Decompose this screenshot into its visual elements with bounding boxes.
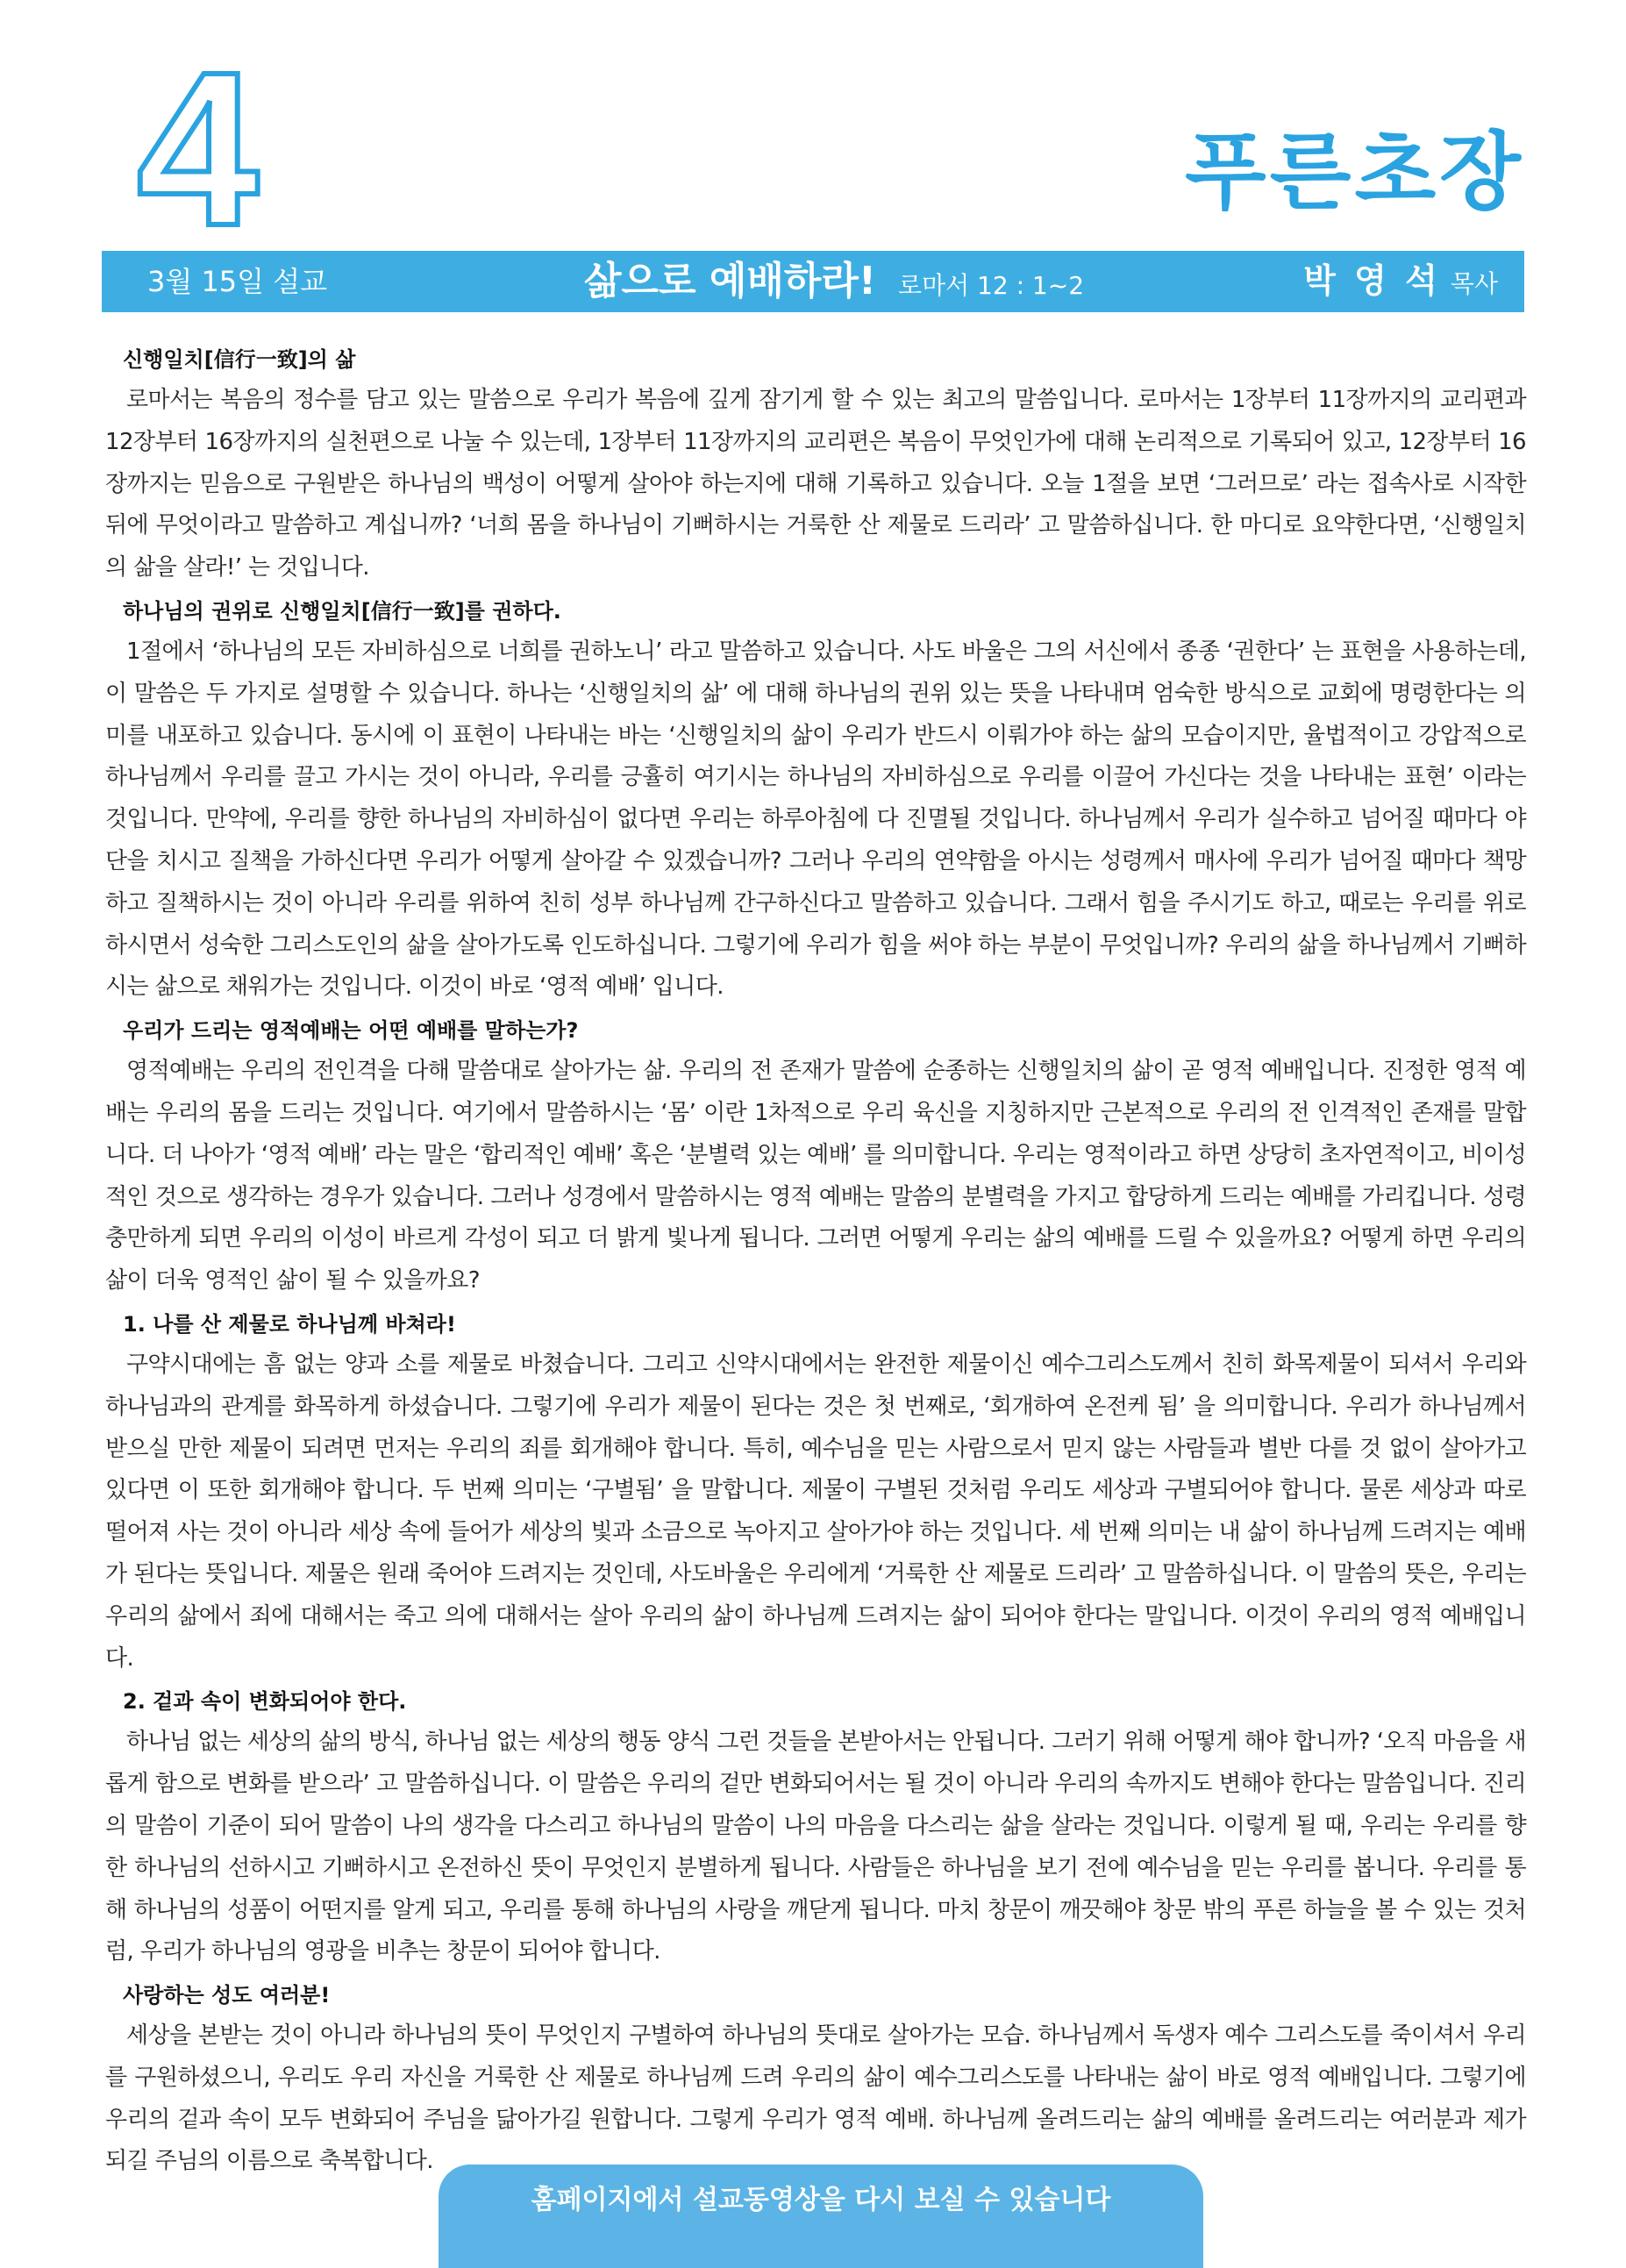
- page-number-glyph: [130, 49, 296, 233]
- section: [105, 1687, 1526, 1973]
- section-heading: 하나님의 권위로 신행일치[信行一致]를 권하다.: [123, 598, 561, 624]
- scripture-passage: 로마서 12 : 1~2: [898, 271, 1085, 300]
- sermon-banner: [102, 251, 1524, 312]
- section: [105, 1309, 1526, 1680]
- section-body: 구약시대에는 흠 없는 양과 소를 제물로 바쳤습니다. 그리고 신약시대에서는 완전한 제물이신 예수그리스도께서 친히 화목제물이 되셔서 우리와 하나님과의 관계를 화목하게 하셨습니다. 그렇기에 우리가 제물이 된다는 것은 첫 번째로, ‘회개하여 온전케 됨’ 을 의미합니다. 우리가 하나님께서 받으실 만한 제물이 되려면 먼저는 우리의 죄를 회개해야 합니다. 특히, 예수님을 믿는 사람으로서 믿지 않는 사람들과 별반 다를 것 없이 살아가고 있다면 이 또한 회개해야 합니다. 두 번째 의미는 ‘구별됨’ 을 말합니다. 제물이 구별된 것처럼 우리도 세상과 구별되어야 합니다. 물론 세상과 따로 떨어져 사는 것이 아니라 세상 속에 들어가 세상의 빛과 소금으로 녹아지고 살아가야 하는 것입니다. 세 번째 의미는 내 삶이 하나님께 드려지는 예배가 된다는 뜻입니다. 제물은 원래 죽어야 드려지는 것인데, 사도바울은 우리에게 ‘거룩한 산 제물로 드리라’ 고 말씀하십니다. 이 말씀의 뜻은, 우리는 우리의 삶에서 죄에 대해서는 죽고 의에 대해서는 살아 우리의 삶이 하나님께 드려지는 삶이 되어야 한다는 말입니다. 이것이 우리의 영적 예배입니다.: [105, 1351, 1526, 1672]
- section-body: 1절에서 ‘하나님의 모든 자비하심으로 너희를 권하노니’ 라고 말씀하고 있습니다. 사도 바울은 그의 서신에서 종종 ‘권한다’ 는 표현을 사용하는데, 이 말씀은 두 가지로 설명할 수 있습니다. 하나는 ‘신행일치의 삶’ 에 대해 하나님의 권위 있는 뜻을 나타내며 엄숙한 방식으로 교회에 명령한다는 의미를 내포하고 있습니다. 동시에 이 표현이 나타내는 바는 ‘신행일치의 삶이 우리가 반드시 이뤄가야 하는 삶의 모습이지만, 율법적이고 강압적으로 하나님께서 우리를 끌고 가시는 것이 아니라, 우리를 긍휼히 여기시는 하나님의 자비하심으로 우리를 이끌어 가신다는 것을 나타내는 표현’ 이라는 것입니다. 만약에, 우리를 향한 하나님의 자비하심이 없다면 우리는 하루아침에 다 진멸될 것입니다. 하나님께서 우리가 실수하고 넘어질 때마다 야단을 치시고 질책을 가하신다면 우리가 어떻게 살아갈 수 있겠습니까? 그러나 우리의 연약함을 아시는 성령께서 매사에 우리가 넘어질 때마다 책망하고 질책하시는 것이 아니라 우리를 위하여 친히 성부 하나님께 간구하신다고 말씀하고 있습니다. 그래서 힘을 주시기도 하고, 때로는 우리를 위로하시면서 성숙한 그리스도인의 삶을 살아가도록 인도하십니다. 그렇기에 우리가 힘을 써야 하는 부분이 무엇입니까? 우리의 삶을 하나님께서 기뻐하시는 삶으로 채워가는 것입니다. 이것이 바로 ‘영적 예배’ 입니다.: [105, 638, 1526, 1001]
- section-heading: 우리가 드리는 영적예배는 어떤 예배를 말하는가?: [123, 1018, 579, 1044]
- section-body: 하나님 없는 세상의 삶의 방식, 하나님 없는 세상의 행동 양식 그런 것들을 본받아서는 안됩니다. 그러기 위해 어떻게 해야 합니까? ‘오직 마음을 새롭게 함으로 변화를 받으라’ 고 말씀하십니다. 이 말씀은 우리의 겉만 변화되어서는 될 것이 아니라 우리의 속까지도 변해야 한다는 말씀입니다. 진리의 말씀이 기준이 되어 말씀이 나의 생각을 다스리고 하나님의 말씀이 나의 마음을 다스리는 삶을 살라는 것입니다. 이렇게 될 때, 우리는 우리를 향한 하나님의 선하시고 기뻐하시고 온전하신 뜻이 무엇인지 분별하게 됩니다. 사람들은 하나님을 보기 전에 예수님을 믿는 우리를 봅니다. 우리를 통해 하나님의 성품이 어떤지를 알게 되고, 우리를 통해 하나님의 사랑을 깨닫게 됩니다. 마치 창문이 깨끗해야 창문 밖의 푸른 하늘을 볼 수 있는 것처럼, 우리가 하나님의 영광을 비추는 창문이 되어야 합니다.: [105, 1729, 1526, 1965]
- section-heading: 신행일치[信行一致]의 삶: [123, 347, 356, 372]
- sermon-date: 3월 15일 설교: [147, 265, 328, 298]
- footer-notice: 홈페이지에서 설교동영상을 다시 보실 수 있습니다: [439, 2165, 1203, 2268]
- sermon-content: [105, 345, 1526, 2190]
- section-body: 로마서는 복음의 정수를 담고 있는 말씀으로 우리가 복음에 깊게 잠기게 할 수 있는 최고의 말씀입니다. 로마서는 1장부터 11장까지의 교리편과 12장부터 16장까지의 실천편으로 나눌 수 있는데, 1장부터 11장까지의 교리편은 복음이 무엇인가에 대해 논리적으로 기록되어 있고, 12장부터 16장까지는 믿음으로 구원받은 하나님의 백성이 어떻게 살아야 하는지에 대해 기록하고 있습니다. 오늘 1절을 보면 ‘그러므로’ 라는 접속사로 시작한 뒤에 무엇이라고 말씀하고 계십니까? ‘너희 몸을 하나님이 기뻐하시는 거룩한 산 제물로 드리라’ 고 말씀하십니다. 한 마디로 요약한다면, ‘신행일치의 삶을 살라!’ 는 것입니다.: [105, 387, 1526, 581]
- sermon-title-group: [584, 260, 1084, 308]
- preacher-role: 목사: [1450, 269, 1498, 298]
- sermon-title: 삶으로 예배하라!: [584, 259, 876, 303]
- svg-text:4: 4: [137, 49, 260, 233]
- preacher-group: [1303, 261, 1498, 300]
- section-heading: 1. 나를 산 제물로 하나님께 바쳐라!: [123, 1311, 456, 1337]
- section-body: 세상을 본받는 것이 아니라 하나님의 뜻이 무엇인지 구별하여 하나님의 뜻대로 살아가는 모습. 하나님께서 독생자 예수 그리스도를 죽이셔서 우리를 구원하셨으니, 우리도 우리 자신을 거룩한 산 제물로 하나님께 드려 우리의 삶이 예수그리스도를 나타내는 삶이 바로 영적 예배입니다. 그렇기에 우리의 겉과 속이 모두 변화되어 주님을 닮아가길 원합니다. 그렇게 우리가 영적 예배. 하나님께 올려드리는 삶의 예배를 올려드리는 여러분과 제가 되길 주님의 이름으로 축복합니다.: [105, 2022, 1526, 2175]
- brand-title: 푸른초장: [1185, 123, 1524, 221]
- preacher-name: 박 영 석: [1303, 261, 1441, 300]
- section: [105, 345, 1526, 589]
- page-number: [130, 49, 296, 233]
- section: [105, 1016, 1526, 1302]
- section: [105, 1980, 1526, 2183]
- section-heading: 2. 겉과 속이 변화되어야 한다.: [123, 1689, 407, 1715]
- section: [105, 596, 1526, 1009]
- section-body: 영적예배는 우리의 전인격을 다해 말씀대로 살아가는 삶. 우리의 전 존재가 말씀에 순종하는 신행일치의 삶이 곧 영적 예배입니다. 진정한 영적 예배는 우리의 몸을 드리는 것입니다. 여기에서 말씀하시는 ‘몸’ 이란 1차적으로 우리 육신을 지칭하지만 근본적으로 우리의 전 인격적인 존재를 말합니다. 더 나아가 ‘영적 예배’ 라는 말은 ‘합리적인 예배’ 혹은 ‘분별력 있는 예배’ 를 의미합니다. 우리는 영적이라고 하면 상당히 초자연적이고, 비이성적인 것으로 생각하는 경우가 있습니다. 그러나 성경에서 말씀하시는 영적 예배는 말씀의 분별력을 가지고 합당하게 드리는 예배를 가리킵니다. 성령 충만하게 되면 우리의 이성이 바르게 각성이 되고 더 밝게 빛나게 됩니다. 그러면 어떻게 우리는 삶의 예배를 드릴 수 있을까요? 어떻게 하면 우리의 삶이 더욱 영적인 삶이 될 수 있을까요?: [105, 1058, 1526, 1294]
- section-heading: 사랑하는 성도 여러분!: [123, 1983, 331, 2008]
